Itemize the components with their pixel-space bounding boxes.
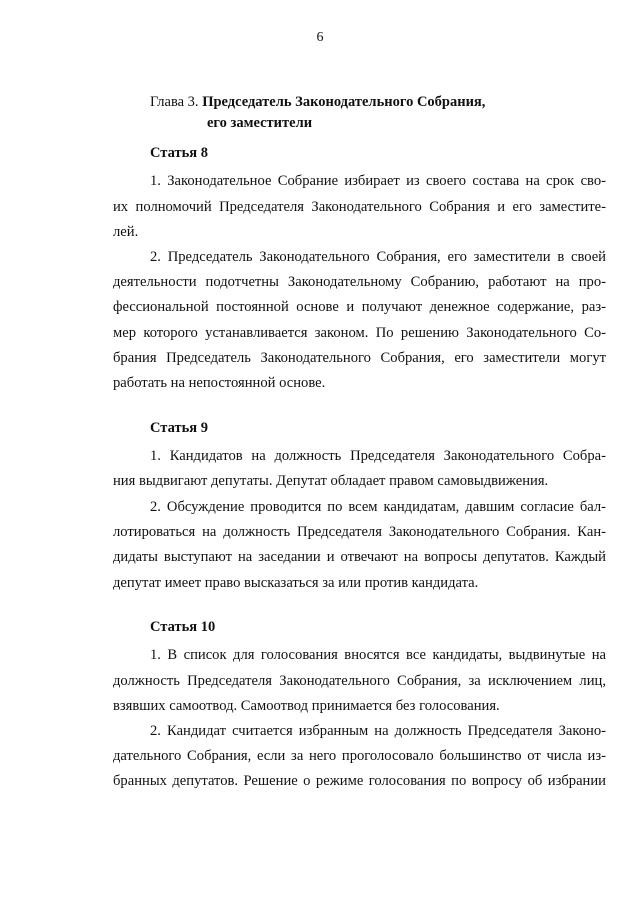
article-8-title: Статья 8 (150, 145, 208, 161)
article-8-line: 2. Председатель Законодательного Собрания, его заместители в своей (150, 249, 606, 265)
chapter-title-line2: его заместители (207, 115, 313, 131)
article-8-line: их полномочий Председателя Законодательного Собрания и его заместите- (113, 199, 606, 215)
chapter-prefix: Глава 3. (150, 94, 199, 110)
article-9-line: 1. Кандидатов на должность Председателя Законодательного Собра- (150, 448, 606, 464)
chapter-heading (150, 92, 485, 134)
article-9-line: лотироваться на должность Председателя Законодательного Собрания. Кан- (113, 524, 606, 540)
article-8-line: фессиональной постоянной основе и получают денежное содержание, раз- (113, 299, 606, 315)
article-8-line: 1. Законодательное Собрание избирает из своего состава на срок сво- (150, 173, 606, 189)
article-10-line: 1. В список для голосования вносятся все кандидаты, выдвинутые на (150, 647, 606, 663)
chapter-title-line1: Председатель Законодательного Собрания, (202, 94, 486, 110)
article-10-line: дательного Собрания, если за него проголосовало большинство от числа из- (113, 748, 606, 764)
article-8-line: мер которого устанавливается законом. По решению Законодательного Со- (113, 325, 606, 341)
article-9-line: депутат имеет право высказаться за или против кандидата. (113, 575, 479, 591)
article-8-line: брания Председатель Законодательного Собрания, его заместители могут (113, 350, 606, 366)
article-8-line: работать на непостоянной основе. (113, 375, 326, 391)
article-9-line: 2. Обсуждение проводится по всем кандидатам, давшим согласие бал- (150, 499, 606, 515)
article-10-title: Статья 10 (150, 619, 216, 635)
page-number: 6 (316, 30, 324, 45)
article-8-line: лей. (113, 224, 139, 240)
article-8-line: деятельности подотчетны Законодательному Собранию, работают на про- (113, 274, 606, 290)
article-9-title: Статья 9 (150, 420, 208, 436)
article-9-line: ния выдвигают депутаты. Депутат обладает правом самовыдвижения. (113, 473, 549, 489)
article-10-line: должность Председателя Законодательного Собрания, за исключением лиц, (113, 673, 606, 689)
article-9-line: дидаты выступают на заседании и отвечают на вопросы депутатов. Каждый (113, 549, 606, 565)
article-10-line: 2. Кандидат считается избранным на должность Председателя Законо- (150, 723, 606, 739)
article-10-line: бранных депутатов. Решение о режиме голосования по вопросу об избрании (113, 773, 606, 789)
article-10-line: взявших самоотвод. Самоотвод принимается без голосования. (113, 698, 500, 714)
